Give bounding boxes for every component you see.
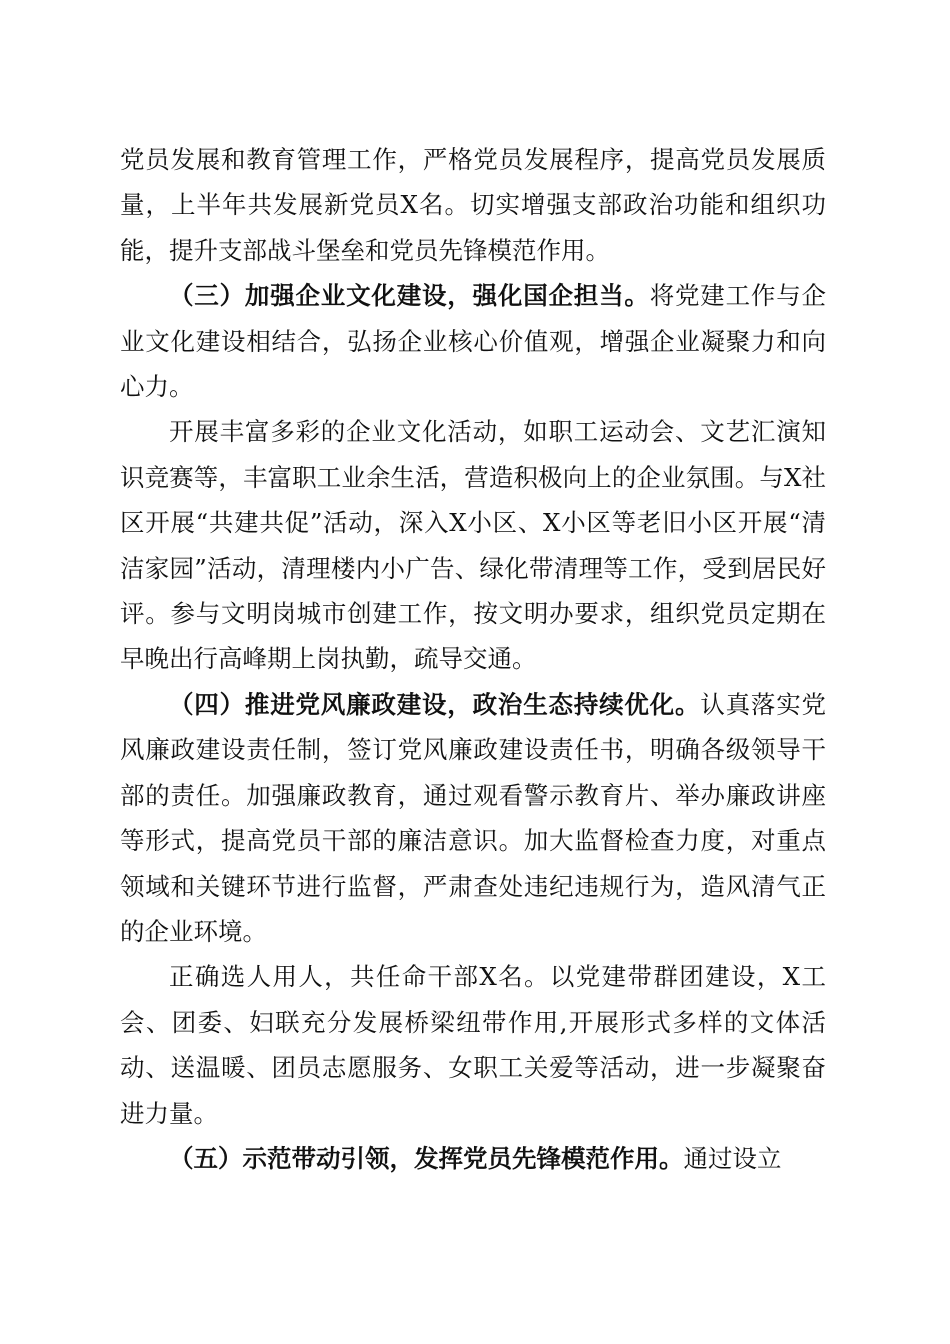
paragraph — [120, 1136, 826, 1181]
section-heading: （四）推进党风廉政建设，政治生态持续优化。 — [169, 689, 701, 719]
document-body — [120, 137, 826, 1181]
paragraph-text: 正确选人用人，共任命干部X名。以党建带群团建设，X工会、团委、妇联充分发展桥梁纽带作用,开展形式多样的文体活动、送温暖、团员志愿服务、女职工关爱等活动，进一步凝聚奋进力量。 — [120, 962, 826, 1128]
paragraph-text: 党员发展和教育管理工作，严格党员发展程序，提高党员发展质量，上半年共发展新党员X名。切实增强支部政治功能和组织功能，提升支部战斗堡垒和党员先锋模范作用。 — [120, 145, 826, 265]
paragraph — [120, 409, 826, 681]
paragraph — [120, 954, 826, 1136]
paragraph — [120, 137, 826, 273]
section-heading: （五）示范带动引领，发挥党员先锋模范作用。 — [169, 1143, 684, 1173]
paragraph-text: 将党建工作与企业文化建设相结合，弘扬企业核心价值观，增强企业凝聚力和向心力。 — [120, 281, 827, 402]
paragraph-text: 开展丰富多彩的企业文化活动，如职工运动会、文艺汇演知识竞赛等，丰富职工业余生活，营造积极向上的企业氛围。与X社区开展“共建共促”活动，深入X小区、X小区等老旧小区开展“清洁家园”活动，清理楼内小广告、绿化带清理等工作，受到居民好评。参与文明岗城市创建工作，按文明办要求，组织党员定期在早晚出行高峰期上岗执勤，疏导交通。 — [120, 417, 826, 674]
section-heading: （三）加强企业文化建设，强化国企担当。 — [169, 281, 650, 311]
paragraph — [120, 273, 826, 409]
paragraph-text: 认真落实党风廉政建设责任制，签订党风廉政建设责任书，明确各级领导干部的责任。加强廉政教育，通过观看警示教育片、举办廉政讲座等形式，提高党员干部的廉洁意识。加大监督检查力度，对重点领域和关键环节进行监督，严肃查处违纪违规行为，造风清气正的企业环境。 — [120, 689, 827, 946]
paragraph-text: 通过设立 — [683, 1143, 782, 1173]
paragraph — [120, 682, 826, 954]
